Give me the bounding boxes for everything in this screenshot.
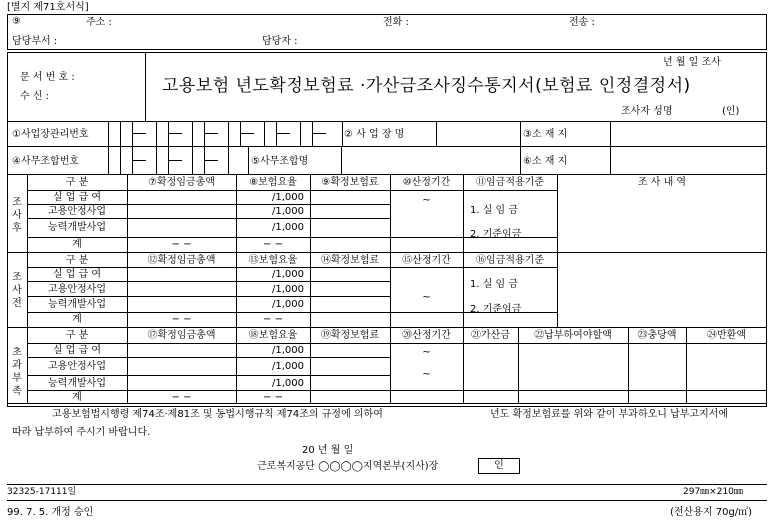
after-rate-2: /1,000 [272, 206, 304, 217]
fax-label: 전송 : [569, 17, 595, 28]
before-period-tilde: ~ [422, 292, 431, 303]
before-row-dev: 능력개발사업 [48, 299, 106, 310]
excess-total-wage-dash: − − [171, 392, 192, 403]
before-h-type: 구 분 [65, 255, 89, 266]
assoc-no-cells[interactable] [108, 146, 248, 174]
excess-row-total: 계 [72, 392, 82, 403]
recipient-label: 수 신 : [20, 91, 50, 102]
excess-side-label: 초 과 부 족 [12, 347, 22, 397]
after-h-rate: ⑧보험요율 [249, 177, 297, 188]
after-basis-1: 1. 실 임 금 [470, 205, 519, 216]
excess-h-wage: ⑰확정임금총액 [147, 330, 216, 341]
footer-approval: 99. 7. 5. 개정 승인 [7, 507, 94, 518]
before-row-stab: 고용안정사업 [48, 284, 106, 295]
excess-h-type: 구 분 [65, 330, 89, 341]
person-label: 담당자 : [262, 36, 298, 47]
page-title: 고용보험 년도확정보험료 ·가산금조사징수통지서(보험료 인정결정서) [162, 76, 691, 96]
after-row-unemp: 실 업 급 여 [52, 192, 102, 203]
excess-row-stab: 고용안정사업 [48, 361, 106, 372]
after-h-detail: 조 사 내 역 [637, 177, 687, 188]
assoc-no-label: ④사무조합번호 [12, 156, 79, 167]
before-total-wage-dash: − − [171, 314, 192, 325]
before-rate-3: /1,000 [272, 299, 304, 310]
after-total-rate-dash: − − [263, 239, 283, 250]
excess-h-prem: ⑲확정보험료 [320, 330, 380, 341]
before-basis-1: 1. 실 임 금 [470, 279, 519, 290]
dept-label: 담당부서 : [12, 36, 58, 47]
issuer-seal-box: 인 [478, 458, 520, 474]
notice-line-1a: 고용보험법시행령 제74조·제81조 및 동법시행규칙 제74조의 규정에 의하여 [52, 409, 383, 420]
survey-date-label: 년 월 일 조사 [663, 57, 721, 68]
after-period-tilde: ~ [422, 195, 431, 206]
biz-location-label: ③소 재 지 [523, 129, 568, 140]
before-h-basis: ⑯임금적용기준 [476, 255, 544, 266]
before-h-wage: ⑫확정임금총액 [147, 255, 216, 266]
before-basis-2: 2. 기준임금 [470, 304, 522, 315]
notice-line-2: 따라 납부하여 주시기 바랍니다. [12, 427, 151, 438]
before-rate-1: /1,000 [272, 269, 304, 280]
excess-h-period: ⑳산정기간 [402, 330, 451, 341]
assoc-location-label: ⑥소 재 지 [523, 156, 568, 167]
after-rate-1: /1,000 [272, 192, 304, 203]
investigator-label: 조사자 성명 [621, 106, 673, 117]
after-h-period: ⑩산정기간 [402, 177, 451, 188]
address-label: 주소 : [86, 17, 112, 28]
issuer-name: 근로복지공단 ◯◯◯◯지역본부(지사)장 [257, 461, 439, 472]
before-rate-2: /1,000 [272, 284, 304, 295]
after-side-label: 조 사 후 [12, 197, 22, 234]
excess-h-alloc: ㉓충당액 [637, 330, 677, 341]
after-h-basis: ⑪임금적용기준 [476, 177, 544, 188]
notice-line-1b: 년도 확정보험료를 위와 같이 부과하오니 납부고지서에 [490, 409, 729, 420]
after-rate-3: /1,000 [272, 222, 304, 233]
excess-period-tilde-2: ~ [422, 369, 431, 380]
excess-period-tilde-1: ~ [422, 347, 431, 358]
excess-row-unemp: 실 업 급 여 [52, 345, 102, 356]
circle-mark: ⑨ [12, 16, 21, 27]
excess-h-refund: ㉔반환액 [707, 330, 746, 341]
before-h-rate: ⑬보험요율 [248, 255, 298, 266]
excess-h-pay: ㉒납부하여야할액 [534, 330, 612, 341]
after-row-dev: 능력개발사업 [48, 222, 106, 233]
before-side-label: 조 사 전 [12, 272, 22, 309]
excess-h-rate: ⑱보험요율 [248, 330, 298, 341]
footer-size: 297㎜×210㎜ [683, 487, 743, 497]
after-basis-2: 2. 기준임금 [470, 229, 522, 240]
notice-date: 20 년 월 일 [302, 445, 354, 456]
excess-rate-3: /1,000 [272, 378, 304, 389]
excess-rate-1: /1,000 [272, 345, 304, 356]
after-row-stab: 고용안정사업 [48, 206, 106, 217]
biz-mgmt-no-cells[interactable] [108, 121, 342, 146]
footer-code: 32325-17111일 [7, 487, 77, 497]
after-h-type: 구 분 [65, 177, 89, 188]
before-row-total: 계 [72, 314, 82, 325]
before-h-period: ⑮산정기간 [402, 255, 451, 266]
before-row-unemp: 실 업 급 여 [52, 269, 102, 280]
after-h-wage: ⑦확정임금총액 [148, 177, 215, 188]
biz-name-label: ② 사 업 장 명 [344, 129, 405, 140]
excess-total-rate-dash: − − [263, 392, 283, 403]
before-h-prem: ⑭확정보험료 [320, 255, 380, 266]
biz-mgmt-no-label: ①사업장관리번호 [12, 129, 89, 140]
excess-row-dev: 능력개발사업 [48, 378, 106, 389]
after-total-wage-dash: − − [171, 239, 192, 250]
assoc-name-label: ⑤사무조합명 [251, 156, 309, 167]
before-total-rate-dash: − − [263, 314, 283, 325]
excess-rate-2: /1,000 [272, 361, 304, 372]
footer-paper: (전산용지 70g/㎡) [670, 507, 753, 518]
doc-no-label: 문 서 번 호 : [20, 72, 75, 83]
after-row-total: 계 [72, 239, 82, 250]
investigator-seal: (인) [722, 106, 740, 117]
form-number: [별지 제71호서식] [7, 2, 89, 13]
phone-label: 전화 : [383, 17, 409, 28]
excess-h-add: ㉑가산금 [471, 330, 510, 341]
after-h-prem: ⑨확정보험료 [321, 177, 379, 188]
